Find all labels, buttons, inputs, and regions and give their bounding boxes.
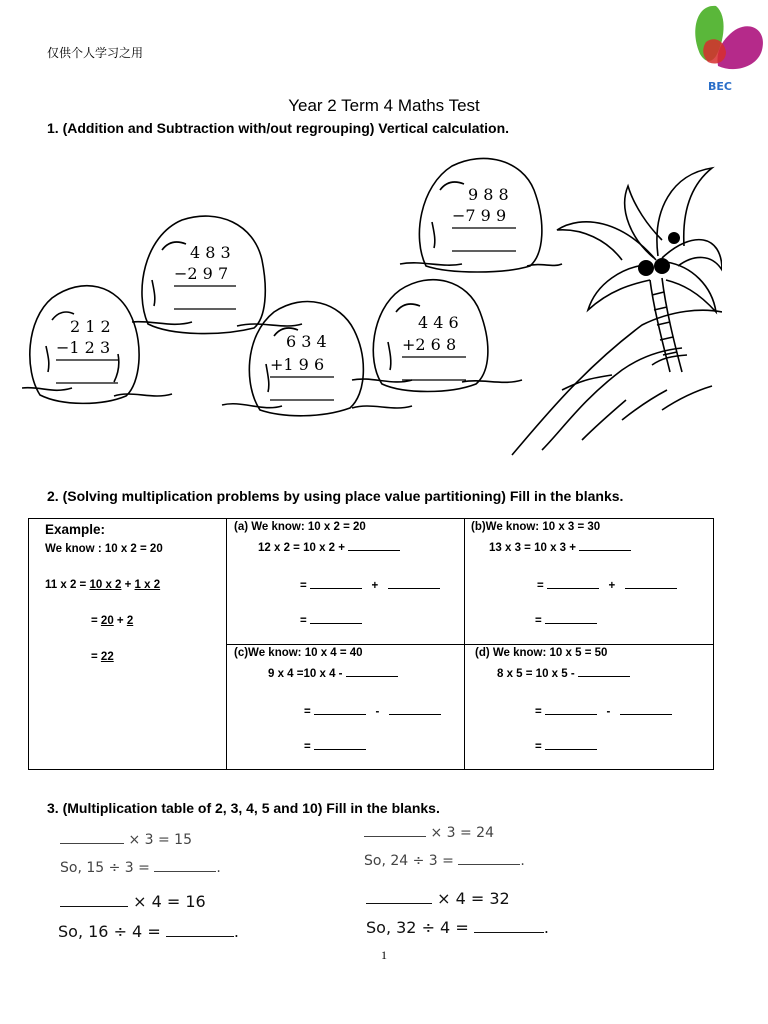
blank-c-4[interactable]	[314, 739, 366, 750]
stone-3-top: 6 3 4	[286, 332, 327, 351]
q3-blank-1[interactable]	[60, 833, 124, 844]
blank-d-4[interactable]	[545, 739, 597, 750]
stone-3-bottom: +1 9 6	[270, 355, 325, 374]
partition-table	[28, 518, 714, 770]
q3-blank-5[interactable]	[60, 896, 128, 907]
page-title: Year 2 Term 4 Maths Test	[288, 96, 480, 115]
blank-b-4[interactable]	[545, 613, 597, 624]
cell-a: (a) We know: 10 x 2 = 20 12 x 2 = 10 x 2 + = + =	[234, 521, 459, 629]
blank-d-1[interactable]	[578, 666, 630, 677]
cell-d: (d) We know: 10 x 5 = 50 8 x 5 = 10 x 5 - = - =	[475, 647, 711, 755]
q3-item-1-mul: × 3 = 15	[60, 832, 192, 848]
q3-blank-2[interactable]	[154, 861, 216, 872]
stone-1-bottom: −1 2 3	[56, 338, 111, 357]
q3-blank-4[interactable]	[458, 854, 520, 865]
page-number: 1	[381, 948, 387, 962]
cell-b-know: (b)We know: 10 x 3 = 30	[471, 521, 601, 533]
example-line-1: We know : 10 x 2 = 20	[45, 543, 163, 556]
blank-b-1[interactable]	[579, 540, 631, 551]
blank-d-2[interactable]	[545, 704, 597, 715]
blank-a-2[interactable]	[310, 578, 362, 589]
logo-text: BEC	[708, 80, 732, 93]
blank-a-4[interactable]	[310, 613, 362, 624]
example-line-3: = 20 + 2	[91, 614, 134, 627]
cell-c: (c)We know: 10 x 4 = 40 9 x 4 =10 x 4 - = - =	[234, 647, 459, 755]
stone-1-top: 2 1 2	[70, 317, 111, 336]
cell-b-line: 13 x 3 = 10 x 3 +	[489, 541, 580, 554]
stone-5-top: 9 8 8	[468, 185, 509, 204]
q2-heading: 2. (Solving multiplication problems by using place value partitioning) Fill in the blanks.	[47, 488, 624, 504]
stone-2-top: 4 8 3	[190, 243, 231, 262]
q3-item-4-mul: × 4 = 32	[366, 889, 510, 908]
q3-item-2-div: So, 24 ÷ 3 = .	[364, 853, 525, 869]
stone-5-bottom: −7 9 9	[452, 206, 507, 225]
stone-4-top: 4 4 6	[418, 313, 459, 332]
blank-c-3[interactable]	[389, 704, 441, 715]
blank-b-2[interactable]	[547, 578, 599, 589]
blank-c-1[interactable]	[346, 666, 398, 677]
q3-blank-6[interactable]	[166, 926, 234, 937]
q3-heading: 3. (Multiplication table of 2, 3, 4, 5 and 10) Fill in the blanks.	[47, 800, 440, 816]
q1-heading: 1. (Addition and Subtraction with/out regrouping) Vertical calculation.	[47, 120, 510, 136]
blank-c-2[interactable]	[314, 704, 366, 715]
blank-d-3[interactable]	[620, 704, 672, 715]
q3-item-1-div: So, 15 ÷ 3 = .	[60, 860, 221, 876]
q3-blank-3[interactable]	[364, 826, 426, 837]
q3-item-2-mul: × 3 = 24	[364, 825, 494, 841]
example-line-4: = 22	[91, 650, 114, 663]
stone-4-bottom: +2 6 8	[402, 335, 457, 354]
example-title: Example:	[45, 522, 106, 537]
cell-d-line: 8 x 5 = 10 x 5 -	[497, 667, 578, 680]
header-note: 仅供个人学习之用	[47, 46, 144, 60]
cell-a-line: 12 x 2 = 10 x 2 +	[258, 541, 349, 554]
cell-d-know: (d) We know: 10 x 5 = 50	[475, 647, 608, 659]
cell-c-line: 9 x 4 =10 x 4 -	[268, 667, 346, 680]
q3-item-3-mul: × 4 = 16	[60, 892, 206, 911]
blank-b-3[interactable]	[625, 578, 677, 589]
q3-blank-8[interactable]	[474, 922, 544, 933]
stone-2-bottom: −2 9 7	[174, 264, 229, 283]
example-line-2: 11 x 2 = 10 x 2 + 1 x 2	[45, 578, 161, 591]
cell-b: (b)We know: 10 x 3 = 30 13 x 3 = 10 x 3 + = + =	[471, 521, 711, 629]
cell-c-know: (c)We know: 10 x 4 = 40	[234, 647, 363, 659]
cell-a-know: (a) We know: 10 x 2 = 20	[234, 521, 366, 533]
stones-illustration	[22, 150, 722, 460]
blank-a-3[interactable]	[388, 578, 440, 589]
example-cell	[45, 522, 223, 664]
logo-icon	[688, 2, 768, 94]
blank-a-1[interactable]	[348, 540, 400, 551]
q3-item-4-div: So, 32 ÷ 4 = .	[366, 918, 549, 937]
q3-item-3-div: So, 16 ÷ 4 = .	[58, 922, 239, 941]
q3-blank-7[interactable]	[366, 893, 432, 904]
